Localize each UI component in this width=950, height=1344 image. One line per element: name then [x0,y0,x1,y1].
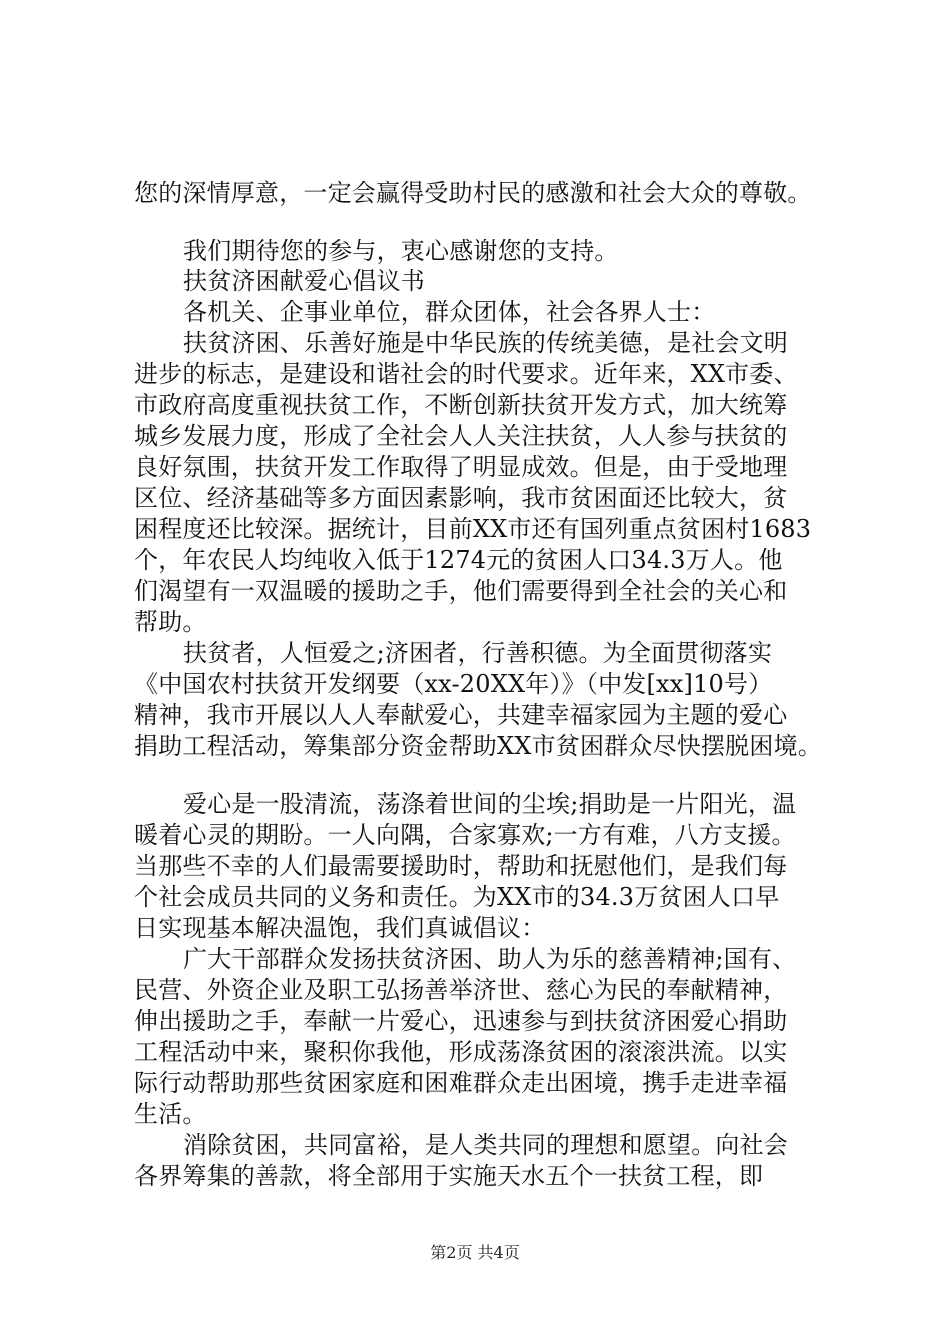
text-line: 伸出援助之手，奉献一片爱心，迅速参与到扶贫济困爱心捐助 [134,1007,788,1035]
text-line: 您的深情厚意，一定会赢得受助村民的感激和社会大众的尊敬。 [134,179,812,207]
text-line: 精神，我市开展以人人奉献爱心，共建幸福家园为主题的爱心 [134,701,788,729]
text-line: 捐助工程活动，筹集部分资金帮助XX市贫困群众尽快摆脱困境。 [134,732,822,760]
text-line: 个，年农民人均纯收入低于1274元的贫困人口34.3万人。他 [134,546,783,574]
text-line: 们渴望有一双温暖的援助之手，他们需要得到全社会的关心和 [134,577,788,605]
page-number: 第2页 共4页 [430,1243,520,1262]
text-line: 日实现基本解决温饱，我们真诚倡议： [134,914,546,942]
text-line: 广大干部群众发扬扶贫济困、助人为乐的慈善精神;国有、 [183,945,797,973]
text-line: 际行动帮助那些贫困家庭和困难群众走出困境，携手走进幸福 [134,1069,788,1097]
text-line: 工程活动中来，聚积你我他，形成荡涤贫困的滚滚洪流。以实 [134,1038,788,1066]
section-title: 扶贫济困献爱心倡议书 [183,267,425,295]
text-line: 市政府高度重视扶贫工作，不断创新扶贫开发方式，加大统筹 [134,391,788,419]
text-line: 帮助。 [134,608,207,636]
text-line: 我们期待您的参与，衷心感谢您的支持。 [183,237,619,265]
text-line: 《中国农村扶贫开发纲要（xx-20XX年）》（中发[xx]10号） [134,670,773,698]
text-line: 各界筹集的善款，将全部用于实施天水五个一扶贫工程，即 [134,1162,764,1190]
salutation: 各机关、企事业单位，群众团体，社会各界人士： [183,298,716,326]
text-line: 进步的标志，是建设和谐社会的时代要求。近年来，XX市委、 [134,360,798,388]
text-line: 生活。 [134,1100,207,1128]
text-line: 当那些不幸的人们最需要援助时，帮助和抚慰他们，是我们每 [134,852,788,880]
text-line: 爱心是一股清流，荡涤着世间的尘埃;捐助是一片阳光，温 [183,790,797,818]
text-line: 暖着心灵的期盼。一人向隅，合家寡欢;一方有难，八方支援。 [134,821,796,849]
text-line: 个社会成员共同的义务和责任。为XX市的34.3万贫困人口早 [134,883,780,911]
text-line: 区位、经济基础等多方面因素影响，我市贫困面还比较大，贫 [134,484,788,512]
text-line: 困程度还比较深。据统计，目前XX市还有国列重点贫困村1683 [134,515,812,543]
text-line: 扶贫济困、乐善好施是中华民族的传统美德，是社会文明 [183,329,788,357]
text-line: 扶贫者，人恒爱之;济困者，行善积德。为全面贯彻落实 [183,639,773,667]
text-line: 消除贫困，共同富裕，是人类共同的理想和愿望。向社会 [183,1131,788,1159]
text-line: 民营、外资企业及职工弘扬善举济世、慈心为民的奉献精神， [134,976,788,1004]
text-line: 城乡发展力度，形成了全社会人人关注扶贫，人人参与扶贫的 [134,422,788,450]
text-line: 良好氛围，扶贫开发工作取得了明显成效。但是，由于受地理 [134,453,788,481]
